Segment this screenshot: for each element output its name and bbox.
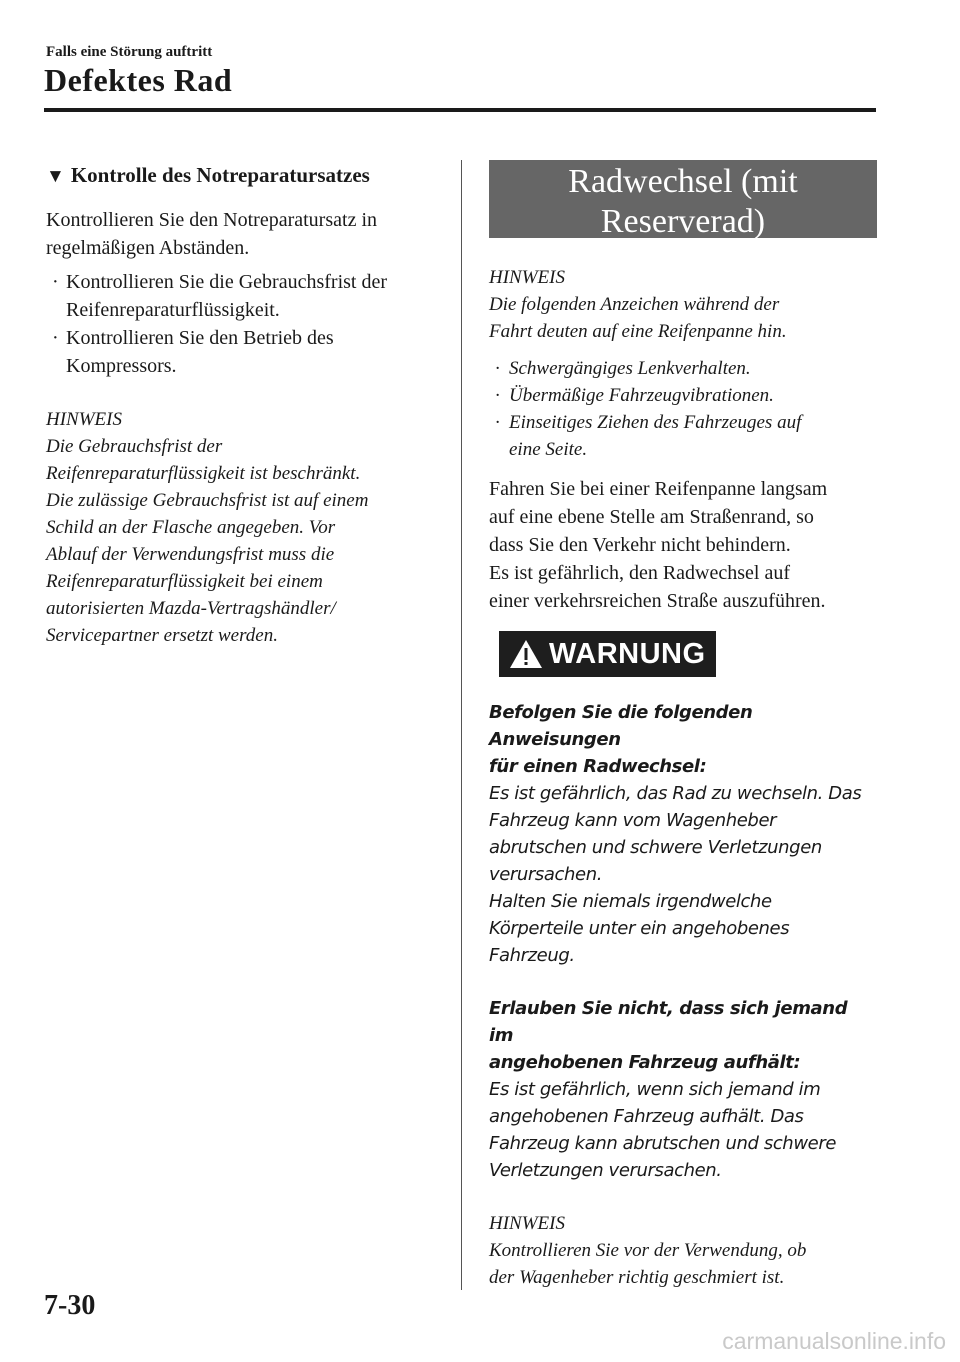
list-item: [46, 268, 441, 324]
warning-text-line: Fahrzeug kann vom Wagenheber: [489, 810, 777, 831]
note-line: Die zulässige Gebrauchsfrist ist auf einem: [46, 490, 369, 511]
spacer: [489, 969, 877, 995]
right-column: [489, 160, 877, 1291]
list-item: [489, 382, 877, 409]
subheading: [46, 160, 441, 192]
note-line: Fahrt deuten auf eine Reifenpanne hin.: [489, 321, 787, 342]
section-banner: [489, 160, 877, 238]
warning-body: [489, 699, 877, 1184]
note-line: Die Gebrauchsfrist der: [46, 436, 223, 457]
left-column: [46, 160, 441, 649]
bullet-icon: ·: [495, 385, 500, 406]
banner-line: Reserverad): [600, 203, 766, 240]
warning-icon: [509, 639, 543, 669]
list-item-line: Kontrollieren Sie den Betrieb des: [66, 327, 334, 349]
bullet-icon: ·: [495, 412, 500, 433]
list-item: [489, 409, 877, 463]
note-line: autorisierten Mazda-Vertragshändler/: [46, 598, 336, 619]
warning-heading-line: Erlauben Sie nicht, dass sich jemand im: [489, 998, 848, 1046]
banner-line: Radwechsel (mit: [568, 163, 798, 200]
subheading-text: Kontrolle des Notreparatursatzes: [70, 163, 370, 187]
list-item: [46, 324, 441, 380]
list-item: [489, 355, 877, 382]
warning-text-line: Halten Sie niemals irgendwelche: [489, 891, 772, 912]
warning-heading-line: Befolgen Sie die folgenden Anweisungen: [489, 702, 753, 750]
intro-line: Kontrollieren Sie den Notreparatursatz in: [46, 209, 377, 231]
list-item-line: Übermäßige Fahrzeugvibrationen.: [509, 385, 774, 406]
warning-text-line: Es ist gefährlich, das Rad zu wechseln. Das: [489, 783, 862, 804]
warning-text-line: Fahrzeug kann abrutschen und schwere: [489, 1133, 836, 1154]
warning-text-line: Körperteile unter ein angehobenes: [489, 918, 790, 939]
body-line: dass Sie den Verkehr nicht behindern.: [489, 534, 791, 556]
list-item-line: eine Seite.: [509, 439, 588, 460]
header-rule: [44, 108, 876, 112]
chapter-title: Falls eine Störung auftritt: [46, 44, 213, 60]
body-line: einer verkehrsreichen Straße auszuführen.: [489, 590, 826, 612]
note-line: Kontrollieren Sie vor der Verwendung, ob: [489, 1240, 807, 1261]
note-label: HINWEIS: [489, 1213, 565, 1234]
column-divider: [461, 160, 462, 1290]
warning-text-line: angehobenen Fahrzeug aufhält. Das: [489, 1106, 804, 1127]
intro-line: regelmäßigen Abständen.: [46, 237, 250, 259]
section-title: Defektes Rad: [44, 62, 233, 98]
list-item-line: Einseitiges Ziehen des Fahrzeuges auf: [509, 412, 802, 433]
warning-badge: [499, 631, 716, 677]
note: [489, 264, 877, 463]
warning-heading-line: angehobenen Fahrzeug aufhält:: [489, 1052, 801, 1073]
intro-text: [46, 206, 441, 262]
note: [46, 406, 441, 649]
note-line: Schild an der Flasche angegeben. Vor: [46, 517, 336, 538]
bullet-list: [46, 268, 441, 380]
warning-text-line: abrutschen und schwere Verletzungen: [489, 837, 822, 858]
note-line: Ablauf der Verwendungsfrist muss die: [46, 544, 335, 565]
page-number: 7-30: [44, 1290, 96, 1321]
body-line: auf eine ebene Stelle am Straßenrand, so: [489, 506, 814, 528]
list-item-line: Kontrollieren Sie die Gebrauchsfrist der: [66, 271, 388, 293]
note-line: Reifenreparaturflüssigkeit bei einem: [46, 571, 323, 592]
note-label: HINWEIS: [46, 409, 122, 430]
watermark: carmanualsonline.info: [722, 1328, 946, 1354]
warning-text-line: Verletzungen verursachen.: [489, 1160, 722, 1181]
bullet-icon: ·: [52, 327, 59, 349]
note-line: der Wagenheber richtig geschmiert ist.: [489, 1267, 785, 1288]
warning-heading-line: für einen Radwechsel:: [489, 756, 707, 777]
note-line: Die folgenden Anzeichen während der: [489, 294, 780, 315]
note-line: Servicepartner ersetzt werden.: [46, 625, 278, 646]
note-bullet-list: [489, 355, 877, 463]
warning-text-line: verursachen.: [489, 864, 603, 885]
body-line: Fahren Sie bei einer Reifenpanne langsam: [489, 478, 828, 500]
body-line: Es ist gefährlich, den Radwechsel auf: [489, 562, 791, 584]
triangle-down-icon: ▼: [46, 166, 65, 187]
bullet-icon: ·: [52, 271, 59, 293]
warning-text-line: Fahrzeug.: [489, 945, 575, 966]
note: [489, 1210, 877, 1291]
warning-text-line: Es ist gefährlich, wenn sich jemand im: [489, 1079, 821, 1100]
warning-label: WARNUNG: [549, 637, 706, 670]
bullet-icon: ·: [495, 358, 500, 379]
list-item-line: Kompressors.: [66, 355, 177, 377]
list-item-line: Reifenreparaturflüssigkeit.: [66, 299, 280, 321]
note-label: HINWEIS: [489, 267, 565, 288]
body-text: [489, 475, 877, 615]
list-item-line: Schwergängiges Lenkverhalten.: [509, 358, 751, 379]
note-line: Reifenreparaturflüssigkeit ist beschränkt.: [46, 463, 361, 484]
